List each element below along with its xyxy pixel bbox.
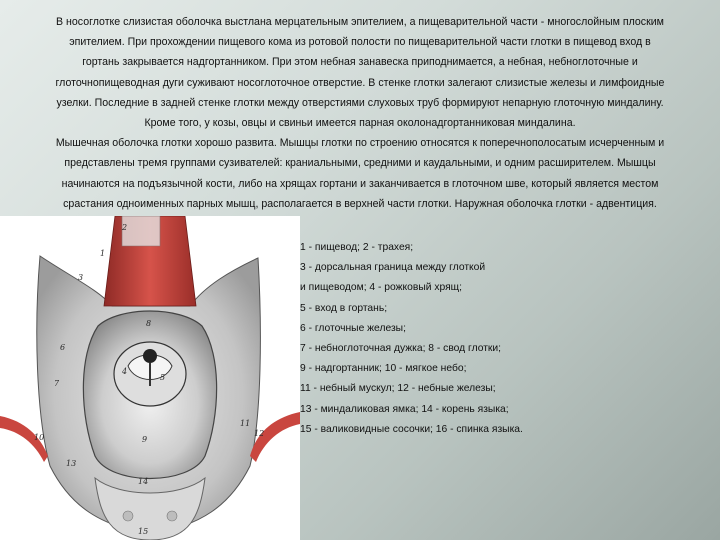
legend-item: 1 - пищевод; 2 - трахея; [300,242,414,253]
vallate-papilla [123,511,133,521]
trachea-outline [122,216,160,246]
pharynx-illustration [0,216,300,540]
paragraph-line: срастания одноименных парных мышц, располагается в верхней части глотки. Наружная оболочка глотки - адвентиция. [63,197,657,210]
paragraph-line: начинаются на подъязычной кости, либо на хрящах гортани и заканчивается в глоточном шве, который является местом [61,177,659,190]
paragraph-line: Кроме того, у козы, овцы и свиньи имеется парная околонадгортанниковая миндалина. [144,117,576,130]
legend-item: 9 - надгортанник; 10 - мягкое небо; [300,363,467,375]
legend-item: 13 - миндаликовая ямка; 14 - корень языка; [300,403,509,415]
paragraph-line: эпителием. При прохождении пищевого кома из ротовой полости по пищеварительной части глотки в пищевод вход в [69,36,651,49]
legend-item: 11 - небный мускул; 12 - небные железы; [300,383,496,395]
figure-number: 11 [240,419,251,428]
pharynx-drawing [0,216,300,540]
figure-number: 9 [142,435,148,444]
figure-number: 7 [54,379,60,388]
vallate-papilla [167,511,177,521]
figure-number: 10 [34,433,45,442]
legend-item: 3 - дорсальная граница между глоткой [300,262,486,274]
paragraph-line: узелки. Последние в задней стенке глотки между отверстиями слуховых труб формируют непарную глоточную миндалину. [56,96,664,109]
figure-number: 4 [122,367,128,376]
description-paragraph [30,12,690,214]
paragraph-line: глоточнопищеводная дуги суживают носоглоточное отверстие. В стенке глотки залегают слизистые железы и лимфоидные [55,76,665,89]
figure-number: 2 [122,223,128,232]
figure-number: 1 [100,249,106,258]
figure-number: 12 [254,429,265,438]
figure-number: 5 [160,373,166,382]
figure-number: 14 [138,477,149,486]
figure-number: 8 [146,319,152,328]
corniculate-cartilage [143,349,157,363]
legend-item: и пищеводом; 4 - рожковый хрящ; [300,282,463,294]
legend-item: 15 - валиковидные сосочки; 16 - спинка языка. [300,423,523,435]
figure-number: 3 [78,273,84,282]
paragraph-line: представлены тремя группами сузивателей: краниальными, средними и каудальными, и одним расширителем. Мышцы [64,157,656,170]
figure-legend [300,238,720,440]
paragraph-line: Мышечная оболочка глотки хорошо развита. Мышцы глотки по строению относятся к поперечнополосатым исчерченным и [55,137,665,150]
figure-number: 13 [66,459,77,468]
paragraph-line: гортань закрывается надгортанником. При этом небная занавеска приподнимается, а небная, небноглоточные и [82,56,638,69]
legend-item: 5 - вход в гортань; [300,302,388,314]
legend-item: 6 - глоточные железы; [300,322,406,334]
paragraph-line: В носоглотке слизистая оболочка выстлана мерцательным эпителием, а пищеварительной части - многослойным плоским [56,16,664,28]
figure-number: 15 [138,527,149,536]
figure-number: 6 [60,343,66,352]
legend-item: 7 - небноглоточная дужка; 8 - свод глотки; [300,343,502,355]
